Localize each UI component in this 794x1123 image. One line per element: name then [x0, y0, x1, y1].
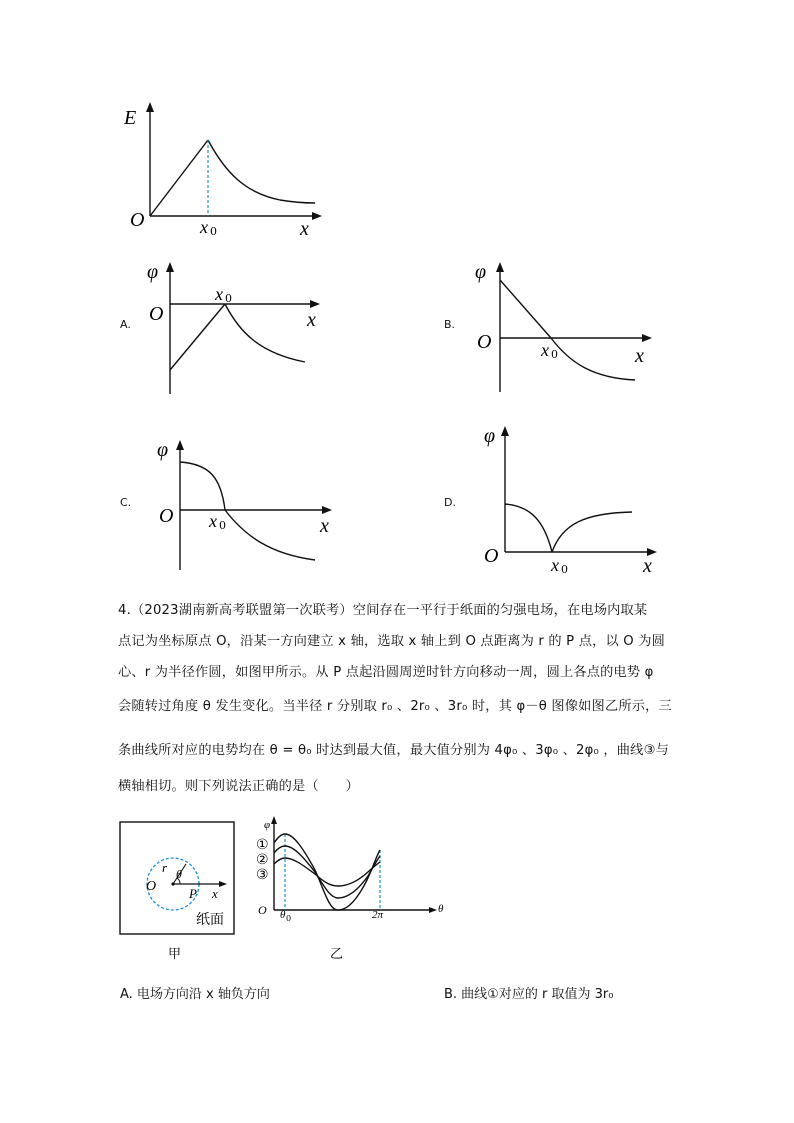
y-axis-arrow	[271, 816, 277, 824]
theta0-subscript: 0	[286, 914, 292, 923]
answer-option-a: A. 电场方向沿 x 轴负方向	[120, 987, 270, 1002]
y-label: φ	[484, 425, 496, 447]
origin-label: O	[477, 331, 492, 353]
decay-curve	[208, 140, 315, 203]
x0-label: x	[200, 217, 208, 237]
paper-label: 纸面	[196, 912, 224, 928]
x0-subscript: 0	[210, 225, 217, 238]
p-label: P	[189, 886, 197, 901]
question-line-5: 条曲线所对应的电势均在 θ = θ₀ 时达到最大值，最大值分别为 4φ₀ 、3φ₀ 、2φ₀ ，曲线③与	[118, 743, 669, 758]
x-label: x	[643, 555, 652, 577]
fig-yi-caption: 乙	[330, 947, 344, 962]
theta0-label: θ	[280, 909, 286, 921]
y-axis-arrow	[176, 440, 184, 450]
x0-subscript: 0	[225, 292, 232, 305]
x0-label: x	[209, 511, 217, 531]
theta-label: θ	[176, 867, 182, 881]
curve-1	[274, 834, 380, 910]
curve-1-label: ①	[256, 837, 269, 853]
y-label: φ	[147, 261, 159, 283]
question-line-6: 横轴相切。则下列说法正确的是（ ）	[118, 779, 359, 794]
rising-segment	[150, 140, 208, 216]
question-line-2: 点记为坐标原点 O，沿某一方向建立 x 轴，选取 x 轴上到 O 点距离为 r 的 P 点，以 O 为圆	[118, 634, 666, 649]
fig-jia-caption: 甲	[168, 947, 182, 962]
x0-subscript: 0	[219, 519, 226, 532]
figure-jia	[118, 820, 240, 965]
y-label: φ	[157, 439, 169, 461]
question-line-3: 心、r 为半径作圆，如图甲所示。从 P 点起沿圆周逆时针方向移动一周，圆上各点的电势 φ	[118, 665, 654, 680]
r-label: r	[162, 860, 168, 875]
option-a-letter: A.	[120, 318, 131, 331]
y-axis-arrow	[496, 262, 504, 272]
origin-label: O	[159, 505, 174, 527]
theta-label: θ	[438, 903, 444, 915]
curve-2	[274, 846, 380, 898]
x-axis-arrow	[219, 881, 227, 887]
origin-label: O	[130, 209, 145, 231]
x-label: x	[212, 886, 218, 901]
option-c-graph	[155, 436, 340, 576]
answer-option-b: B. 曲线①对应的 r 取值为 3r₀	[444, 987, 614, 1002]
y-axis-arrow	[166, 262, 174, 272]
x-label: x	[300, 218, 309, 240]
falling-curve	[225, 510, 315, 560]
origin-dot	[171, 882, 174, 885]
two-pi-label: 2π	[372, 909, 384, 921]
option-b-letter: B.	[444, 318, 456, 331]
concave-down-curve	[180, 462, 225, 510]
y-axis-arrow	[146, 102, 154, 112]
y-label: E	[124, 107, 137, 129]
question-line-1: 4.（2023湖南新高考联盟第一次联考）空间存在一平行于纸面的匀强电场，在电场内取某	[118, 603, 648, 618]
figure-yi	[252, 810, 457, 965]
x-axis-arrow	[322, 506, 332, 514]
origin-label: O	[484, 545, 499, 567]
origin-label: O	[146, 879, 157, 894]
x0-subscript: 0	[561, 563, 568, 576]
x-axis-arrow	[312, 212, 322, 220]
falling-curve	[225, 304, 305, 362]
x0-label: x	[541, 340, 549, 360]
top-e-x-graph	[120, 100, 330, 240]
y-axis-arrow	[501, 426, 509, 436]
x0-subscript: 0	[551, 348, 558, 361]
curve-3-label: ③	[256, 867, 269, 883]
origin-label: O	[149, 303, 164, 325]
option-d-letter: D.	[444, 496, 456, 509]
question-line-4: 会随转过角度 θ 发生变化。当半径 r 分别取 r₀ 、2r₀ 、3r₀ 时，其 φ－θ 图像如图乙所示，三	[118, 699, 672, 714]
x-label: x	[307, 309, 316, 331]
option-b-graph	[475, 258, 660, 398]
option-d-graph	[480, 420, 665, 580]
x-axis-arrow	[642, 334, 652, 342]
falling-segment	[500, 280, 551, 338]
falling-curve	[551, 338, 635, 380]
x0-label: x	[215, 284, 223, 304]
x-label: x	[635, 345, 644, 367]
y-label: φ	[264, 819, 271, 831]
x-axis-arrow	[310, 300, 320, 308]
y-label: φ	[475, 261, 487, 283]
option-a-graph	[145, 258, 330, 398]
origin-label: O	[258, 903, 267, 917]
theta-axis-arrow	[429, 907, 437, 913]
falling-curve	[505, 504, 552, 552]
x-label: x	[320, 515, 329, 537]
option-c-letter: C.	[120, 496, 132, 509]
rising-curve	[552, 512, 632, 552]
rising-segment	[170, 304, 225, 370]
curve-2-label: ②	[256, 852, 269, 868]
x0-label: x	[551, 555, 559, 575]
